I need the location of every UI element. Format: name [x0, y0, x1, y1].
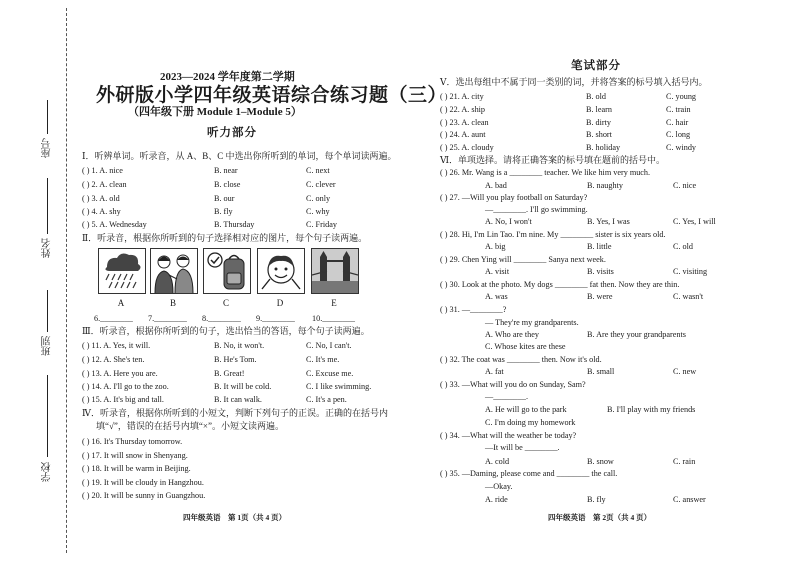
list-item: ( ) 15. A. It's big and tall. B. It can walk. C. It's a pen. [82, 395, 347, 404]
binding-label-seat: 座号 [42, 138, 53, 158]
picture-letter-c: C [222, 298, 229, 308]
binding-line-class [47, 290, 48, 332]
answer-blank[interactable]: 6.________ [94, 314, 133, 323]
question-35: ( ) 35. —Daming, please come and ________ the call. [440, 469, 618, 478]
list-item: ( ) 24. A. aunt B. short C. long [440, 130, 691, 139]
question-29: ( ) 29. Chen Ying will ________ Sanya next week. [440, 255, 606, 264]
options-31: A. Who are they B. Are they your grandparents [485, 330, 686, 339]
binding-line-school [47, 375, 48, 457]
part6-instruction: Ⅵ．单项选择。请将正确答案的标号填在题前的括号中。 [440, 155, 666, 165]
question-33: ( ) 33. —What will you do on Sunday, Sam? [440, 380, 586, 389]
part3-instruction: Ⅲ．听录音，根据你所听到的句子，选出恰当的答语，每个句子读两遍。 [82, 326, 370, 336]
list-item: ( ) 4. A. shy B. fly C. why [82, 207, 330, 216]
options-32: A. fat B. small C. new [485, 367, 697, 376]
list-item: ( ) 1. A. nice B. near C. next [82, 166, 330, 175]
question-26: ( ) 26. Mr. Wang is a ________ teacher. We like him very much. [440, 168, 651, 177]
options-35: A. ride B. fly C. answer [485, 495, 706, 504]
question-30: ( ) 30. Look at the photo. My dogs ________ fat then. Now they are thin. [440, 280, 680, 289]
options-33-c: C. I'm doing my homework [485, 418, 576, 427]
options-34: A. cold B. snow C. rain [485, 457, 696, 466]
options-28: A. big B. little C. old [485, 242, 694, 251]
list-item: ( ) 11. A. Yes, it will. B. No, it won't. C. No, I can't. [82, 341, 352, 350]
options-31-c: C. Whose kites are these [485, 342, 566, 351]
page2-writing-section: 笔试部分 [571, 60, 621, 72]
list-item: ( ) 13. A. Here you are. B. Great! C. Excuse me. [82, 369, 354, 378]
question-27-line2: —________. I'll go swimming. [485, 205, 588, 214]
question-27: ( ) 27. —Will you play football on Saturday? [440, 193, 588, 202]
page1-listening-section: 听力部分 [207, 127, 257, 139]
question-32: ( ) 32. The coat was ________ then. Now it's old. [440, 355, 602, 364]
part2-answer-row [94, 314, 355, 323]
picture-backpack [203, 248, 251, 294]
question-33-line2: —________. [485, 392, 528, 401]
question-31-line2: — They're my grandparents. [485, 318, 579, 327]
page1-title: 外研版小学四年级英语综合练习题（三） [96, 85, 448, 106]
part2-instruction: Ⅱ．听录音，根据你所听到的句子选择相对应的图片，每个句子读两遍。 [82, 233, 368, 243]
page2-footer: 四年级英语 第 2页（共 4 页） [548, 513, 652, 522]
answer-blank[interactable]: 7.________ [148, 314, 187, 323]
picture-rain [98, 248, 146, 294]
list-item: ( ) 19. It will be cloudy in Hangzhou. [82, 478, 204, 487]
binding-line-name [47, 178, 48, 234]
binding-fold-line [66, 8, 67, 553]
picture-letter-b: B [169, 298, 176, 308]
options-30: A. was B. were C. wasn't [485, 292, 704, 301]
binding-line-seat [47, 100, 48, 134]
list-item: ( ) 14. A. I'll go to the zoo. B. It will be cold. C. I like swimming. [82, 382, 372, 391]
answer-blank[interactable]: 8.________ [202, 314, 241, 323]
list-item: ( ) 20. It will be sunny in Guangzhou. [82, 491, 206, 500]
question-31: ( ) 31. —________? [440, 305, 507, 314]
picture-happy-child [257, 248, 305, 294]
page1-subtitle: （四年级下册 Module 1–Module 5） [128, 106, 302, 118]
part4-instruction-line1: Ⅳ．听录音，根据你所听到的小短文，判断下列句子的正误。正确的在括号内 [82, 408, 388, 418]
list-item: ( ) 21. A. city B. old C. young [440, 92, 697, 101]
question-35-line2: —Okay. [485, 482, 513, 491]
list-item: ( ) 3. A. old B. our C. only [82, 194, 331, 203]
page1-footer: 四年级英语 第 1页（共 4 页） [183, 513, 287, 522]
answer-blank[interactable]: 9.________ [256, 314, 295, 323]
part4-instruction-line2: 填“√”，错误的在括号内填“×”。小短文读两遍。 [96, 421, 284, 431]
picture-letter-a: A [117, 298, 125, 308]
answer-blank[interactable]: 10.________ [312, 314, 355, 323]
list-item: ( ) 2. A. clean B. close C. clever [82, 180, 336, 189]
question-34-line2: —It will be ________. [485, 443, 560, 452]
list-item: ( ) 18. It will be warm in Beijing. [82, 464, 191, 473]
page1-year: 2023—2024 学年度第二学期 [160, 71, 295, 83]
options-27: A. No, I won't B. Yes, I was C. Yes, I will [485, 217, 716, 226]
question-28: ( ) 28. Hi, I'm Lin Tao. I'm nine. My ________ sister is six years old. [440, 230, 666, 239]
part5-instruction: Ⅴ．选出每组中不属于同一类别的词，并将答案的标号填入括号内。 [440, 77, 708, 87]
picture-letter-e: E [331, 298, 337, 308]
list-item: ( ) 16. It's Thursday tomorrow. [82, 437, 183, 446]
list-item: ( ) 23. A. clean B. dirty C. hair [440, 118, 689, 127]
picture-letter-d: D [276, 298, 284, 308]
question-34: ( ) 34. —What will the weather be today? [440, 431, 577, 440]
list-item: ( ) 22. A. ship B. learn C. train [440, 105, 691, 114]
binding-label-name: 姓名 [42, 238, 53, 258]
options-26: A. bad B. naughty C. nice [485, 181, 697, 190]
picture-two-people [150, 248, 198, 294]
binding-label-class: 班别 [42, 336, 53, 356]
list-item: ( ) 5. A. Wednesday B. Thursday C. Friday [82, 220, 337, 229]
list-item: ( ) 12. A. She's ten. B. He's Tom. C. It's me. [82, 355, 340, 364]
list-item: ( ) 25. A. cloudy B. holiday C. windy [440, 143, 697, 152]
options-29: A. visit B. visits C. visiting [485, 267, 708, 276]
part1-instruction: Ⅰ．听辨单词。听录音，从 A、B、C 中选出你所听到的单词，每个单词读两遍。 [82, 151, 397, 161]
options-33: A. He will go to the park B. I'll play with my friends [485, 405, 696, 414]
picture-tower-bridge [311, 248, 359, 294]
list-item: ( ) 17. It will snow in Shenyang. [82, 451, 188, 460]
binding-label-school: 学校 [42, 462, 53, 482]
